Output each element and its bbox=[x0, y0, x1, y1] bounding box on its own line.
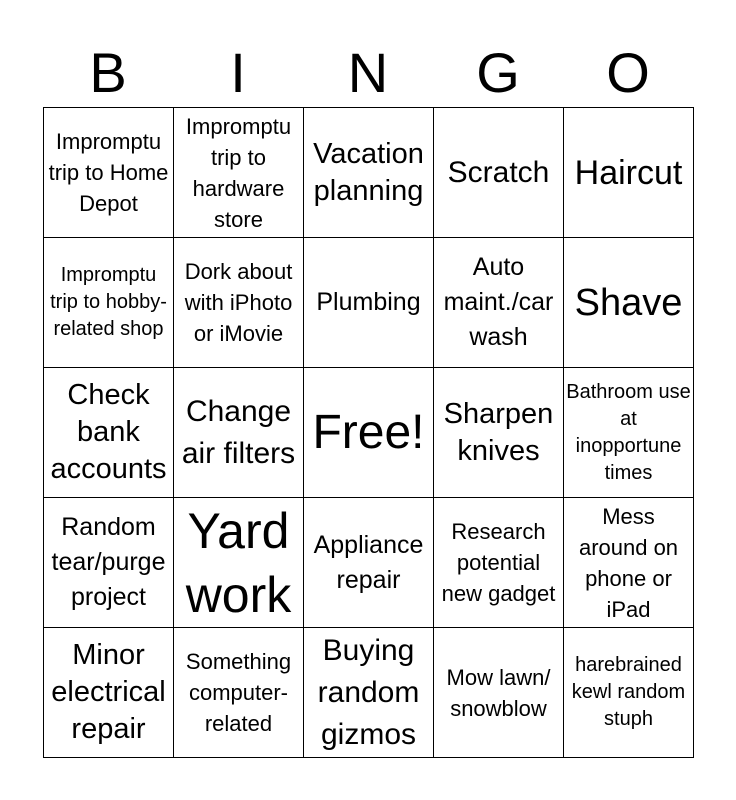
cell-text: Vacation planning bbox=[313, 137, 424, 207]
cell-text: Appliance repair bbox=[313, 530, 424, 594]
cell-text: Minor electrical repair bbox=[51, 639, 166, 745]
bingo-cell[interactable] bbox=[564, 628, 694, 758]
bingo-cell[interactable] bbox=[174, 238, 304, 368]
cell-text: Check bank accounts bbox=[50, 379, 167, 485]
cell-text: Impromptu trip to hardware store bbox=[185, 113, 292, 232]
cell-text: Mess around on phone or iPad bbox=[578, 503, 679, 622]
cell-text: Plumbing bbox=[316, 288, 421, 316]
cell-text: Bathroom use at inopportune times bbox=[566, 380, 691, 484]
cell-text: Buying random gizmos bbox=[317, 633, 420, 751]
cell-text: Something computer-related bbox=[185, 649, 292, 736]
bingo-cell[interactable] bbox=[174, 498, 304, 628]
cell-text: Mow lawn/ snowblow bbox=[446, 664, 551, 721]
cell-text: Sharpen knives bbox=[443, 397, 554, 467]
cell-text: Free! bbox=[312, 405, 425, 459]
bingo-cell[interactable] bbox=[434, 108, 564, 238]
cell-text: Impromptu trip to Home Depot bbox=[48, 129, 169, 216]
cell-text: harebrained kewl random stuph bbox=[571, 654, 686, 730]
cell-text: Haircut bbox=[574, 153, 683, 192]
cell-text: Impromptu trip to hobby-related shop bbox=[50, 264, 167, 340]
bingo-cell[interactable] bbox=[44, 628, 174, 758]
header-letter-g: G bbox=[476, 41, 520, 104]
header-letter-n: N bbox=[347, 41, 389, 104]
cell-text: Dork about with iPhoto or iMovie bbox=[184, 259, 293, 346]
free-space-cell[interactable] bbox=[304, 368, 434, 498]
bingo-cell[interactable] bbox=[564, 498, 694, 628]
bingo-cell[interactable] bbox=[304, 238, 434, 368]
bingo-cell[interactable] bbox=[304, 108, 434, 238]
bingo-cell[interactable] bbox=[434, 368, 564, 498]
bingo-cell[interactable] bbox=[564, 368, 694, 498]
cell-text: Random tear/purge project bbox=[51, 513, 166, 611]
cell-text: Shave bbox=[574, 281, 683, 324]
bingo-cell[interactable] bbox=[44, 108, 174, 238]
bingo-cell[interactable] bbox=[174, 368, 304, 498]
bingo-cell[interactable] bbox=[564, 238, 694, 368]
cell-text: Scratch bbox=[447, 155, 550, 189]
cell-text: Yard work bbox=[185, 502, 292, 623]
bingo-cell[interactable] bbox=[174, 628, 304, 758]
bingo-header bbox=[43, 40, 693, 106]
header-letter-o: O bbox=[606, 41, 650, 104]
bingo-cell[interactable] bbox=[44, 498, 174, 628]
bingo-cell[interactable] bbox=[44, 238, 174, 368]
cell-text: Research potential new gadget bbox=[441, 519, 556, 606]
bingo-cell[interactable] bbox=[304, 628, 434, 758]
cell-text: Change air filters bbox=[181, 394, 296, 470]
cell-text: Auto maint./car wash bbox=[443, 253, 554, 351]
bingo-cell[interactable] bbox=[434, 628, 564, 758]
bingo-cell[interactable] bbox=[434, 238, 564, 368]
bingo-cell[interactable] bbox=[564, 108, 694, 238]
header-letter-i: I bbox=[230, 41, 246, 104]
bingo-cell[interactable] bbox=[434, 498, 564, 628]
bingo-cell[interactable] bbox=[174, 108, 304, 238]
header-letter-b: B bbox=[89, 41, 127, 104]
bingo-cell[interactable] bbox=[304, 498, 434, 628]
bingo-card-grid bbox=[43, 107, 694, 758]
bingo-cell[interactable] bbox=[44, 368, 174, 498]
